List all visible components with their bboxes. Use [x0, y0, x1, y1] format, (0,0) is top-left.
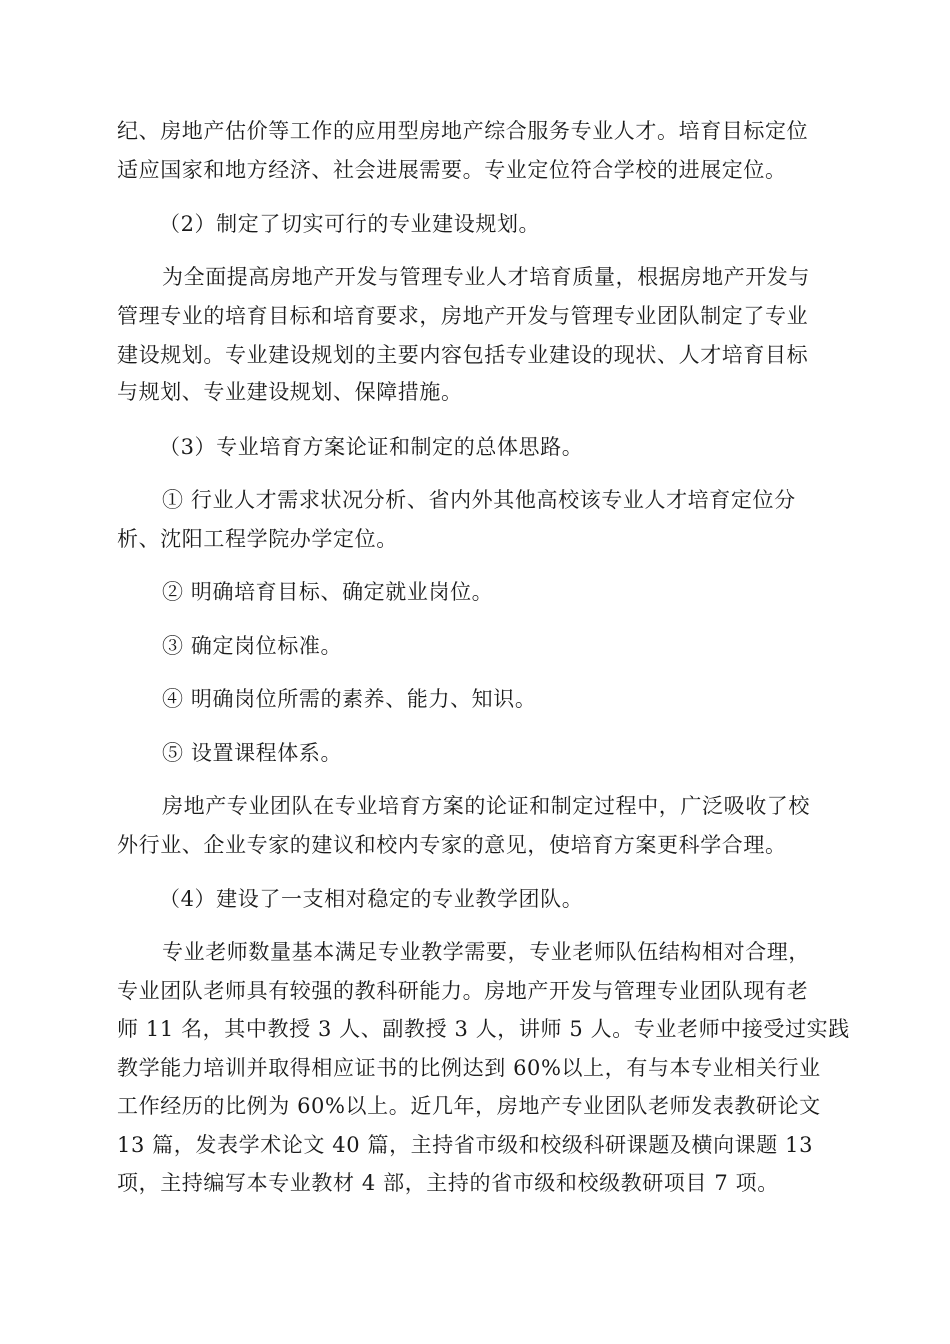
text-line: 外行业、企业专家的建议和校内专家的意见，使培育方案更科学合理。 — [117, 833, 787, 857]
heading-text: （4）建设了一支相对稳定的专业教学团队。 — [159, 887, 584, 911]
text-line: ⑤ 设置课程体系。 — [162, 741, 343, 765]
text-line: 师 11 名，其中教授 3 人、副教授 3 人，讲师 5 人。专业老师中接受过实践 — [117, 1017, 850, 1041]
text-line: ① 行业人才需求状况分析、省内外其他高校该专业人才培育定位分 — [162, 488, 796, 512]
text-line: 管理专业的培育目标和培育要求，房地产开发与管理专业团队制定了专业 — [117, 304, 809, 328]
text-line: 建设规划。专业建设规划的主要内容包括专业建设的现状、人才培育目标 — [117, 343, 809, 367]
text-line: 13 篇，发表学术论文 40 篇，主持省市级和校级科研课题及横向课题 13 — [117, 1133, 814, 1157]
text-line: 专业团队老师具有较强的教科研能力。房地产开发与管理专业团队现有老 — [117, 979, 809, 1003]
heading-text: （3）专业培育方案论证和制定的总体思路。 — [159, 435, 584, 459]
text-line: 为全面提高房地产开发与管理专业人才培育质量，根据房地产开发与 — [162, 265, 810, 289]
text-line: 纪、房地产估价等工作的应用型房地产综合服务专业人才。培育目标定位 — [117, 119, 809, 143]
text-line: 教学能力培训并取得相应证书的比例达到 60%以上，有与本专业相关行业 — [117, 1056, 821, 1080]
heading-text: （2）制定了切实可行的专业建设规划。 — [159, 212, 541, 236]
text-line: 析、沈阳工程学院办学定位。 — [117, 527, 398, 551]
text-line: 工作经历的比例为 60%以上。近几年，房地产专业团队老师发表教研论文 — [117, 1094, 821, 1118]
text-line: 专业老师数量基本满足专业教学需要，专业老师队伍结构相对合理， — [162, 940, 810, 964]
text-line: ② 明确培育目标、确定就业岗位。 — [162, 580, 494, 604]
text-line: 适应国家和地方经济、社会进展需要。专业定位符合学校的进展定位。 — [117, 158, 787, 182]
text-line: ③ 确定岗位标准。 — [162, 634, 343, 658]
text-line: 与规划、专业建设规划、保障措施。 — [117, 380, 463, 404]
text-line: 房地产专业团队在专业培育方案的论证和制定过程中，广泛吸收了校 — [162, 794, 810, 818]
text-line: ④ 明确岗位所需的素养、能力、知识。 — [162, 687, 537, 711]
text-line: 项，主持编写本专业教材 4 部，主持的省市级和校级教研项目 7 项。 — [117, 1171, 779, 1195]
